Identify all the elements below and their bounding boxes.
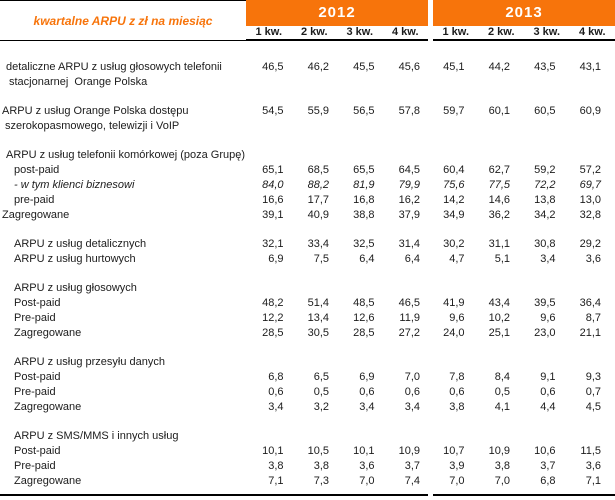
cell-value: 56,5 [353, 105, 375, 117]
cell-value: 14,2 [443, 194, 465, 206]
table-row [0, 326, 615, 341]
cell-value: 60,5 [534, 105, 556, 117]
cell-value: 48,2 [262, 297, 284, 309]
quarter-label: 2 kw. [301, 26, 328, 38]
table-row [0, 60, 615, 90]
quarter-label: 3 kw. [533, 26, 560, 38]
table-row [0, 400, 615, 415]
cell-value: 0,6 [449, 386, 465, 398]
cell-value: 41,9 [443, 297, 465, 309]
quarter-label: 2 kw. [488, 26, 515, 38]
cell-value: 10,6 [534, 445, 556, 457]
row-label: Zagregowane [14, 401, 82, 413]
cell-value: 3,7 [404, 460, 420, 472]
cell-value: 7,5 [313, 253, 329, 265]
cell-value: 57,2 [579, 164, 601, 176]
cell-value: 69,7 [579, 179, 601, 191]
cell-value: 13,0 [579, 194, 601, 206]
cell-value: 51,4 [307, 297, 329, 309]
cell-value: 0,6 [268, 386, 284, 398]
cell-value: 46,5 [398, 297, 420, 309]
cell-value: 0,5 [494, 386, 510, 398]
rule-segment [0, 494, 246, 496]
row-label: Zagregowane [14, 475, 82, 487]
cell-value: 3,4 [268, 401, 284, 413]
row-label: - w tym klienci biznesowi [14, 179, 135, 191]
row-label: Pre-paid [14, 312, 56, 324]
cell-value: 9,6 [540, 312, 556, 324]
cell-value: 12,2 [262, 312, 284, 324]
cell-value: 24,0 [443, 327, 465, 339]
cell-value: 30,2 [443, 238, 465, 250]
cell-value: 28,5 [262, 327, 284, 339]
year-group-2012 [246, 0, 428, 41]
cell-value: 34,9 [443, 209, 465, 221]
row-label: ARPU z usług głosowych [14, 282, 137, 294]
cell-value: 43,1 [579, 61, 601, 73]
table-body [0, 60, 615, 489]
cell-value: 36,2 [488, 209, 510, 221]
cell-value: 45,6 [398, 61, 420, 73]
year-label-2013: 2013 [433, 0, 615, 26]
cell-value: 29,2 [579, 238, 601, 250]
cell-value: 84,0 [262, 179, 284, 191]
quarter-header-row-2012 [246, 26, 428, 39]
table-row [0, 208, 615, 223]
cell-value: 32,5 [353, 238, 375, 250]
cell-value: 16,2 [398, 194, 420, 206]
cell-value: 7,1 [268, 475, 284, 487]
cell-value: 39,5 [534, 297, 556, 309]
cell-value: 7,0 [359, 475, 375, 487]
rule-segment [246, 494, 428, 496]
cell-value: 8,4 [494, 371, 510, 383]
cell-value: 68,5 [307, 164, 329, 176]
table-header [0, 0, 615, 41]
row-label: Post-paid [14, 297, 61, 309]
cell-value: 11,9 [399, 312, 420, 324]
cell-value: 59,7 [443, 105, 465, 117]
cell-value: 39,1 [262, 209, 284, 221]
quarter-header-row-2013 [433, 26, 615, 39]
cell-value: 5,1 [494, 253, 510, 265]
cell-value: 3,4 [404, 401, 420, 413]
row-label: Post-paid [14, 445, 61, 457]
cell-value: 7,0 [494, 475, 510, 487]
table-title: kwartalne ARPU z zł na miesiąc [0, 0, 246, 41]
table-row [0, 474, 615, 489]
cell-value: 7,3 [313, 475, 329, 487]
cell-value: 7,0 [449, 475, 465, 487]
cell-value: 4,4 [540, 401, 556, 413]
cell-value: 30,8 [534, 238, 556, 250]
row-label: Zagregowane [14, 327, 82, 339]
cell-value: 11,5 [580, 445, 601, 457]
row-label: ARPU z SMS/MMS i innych usług [14, 430, 179, 442]
cell-value: 4,1 [494, 401, 510, 413]
table-row [0, 252, 615, 267]
row-label: ARPU z usług telefonii komórkowej (poza Grupę) [6, 149, 246, 161]
cell-value: 45,1 [443, 61, 465, 73]
quarter-label: 4 kw. [392, 26, 419, 38]
cell-value: 46,5 [262, 61, 284, 73]
cell-value: 77,5 [488, 179, 510, 191]
cell-value: 3,7 [540, 460, 556, 472]
table-row [0, 237, 615, 252]
row-label: ARPU z usług hurtowych [14, 253, 136, 265]
cell-value: 17,7 [307, 194, 329, 206]
cell-value: 54,5 [262, 105, 284, 117]
cell-value: 6,4 [404, 253, 420, 265]
cell-value: 6,5 [313, 371, 329, 383]
cell-value: 43,5 [534, 61, 556, 73]
cell-value: 0,6 [540, 386, 556, 398]
cell-value: 9,1 [540, 371, 556, 383]
cell-value: 10,7 [443, 445, 465, 457]
cell-value: 59,2 [534, 164, 556, 176]
cell-value: 8,7 [585, 312, 601, 324]
row-label: detaliczne ARPU z usług głosowych telefonii stacjonarnej Orange Polska [6, 61, 222, 88]
table-row [0, 163, 615, 178]
cell-value: 21,1 [579, 327, 601, 339]
cell-value: 10,9 [488, 445, 510, 457]
cell-value: 16,6 [262, 194, 284, 206]
row-label: Zagregowane [2, 209, 70, 221]
row-label: ARPU z usług przesyłu danych [14, 356, 166, 368]
row-label: Post-paid [14, 371, 61, 383]
year-group-2013 [433, 0, 615, 41]
cell-value: 31,4 [398, 238, 420, 250]
cell-value: 60,1 [488, 105, 510, 117]
cell-value: 6,8 [540, 475, 556, 487]
cell-value: 72,2 [534, 179, 556, 191]
cell-value: 3,2 [313, 401, 329, 413]
cell-value: 65,5 [353, 164, 375, 176]
cell-value: 7,8 [449, 371, 465, 383]
cell-value: 64,5 [398, 164, 420, 176]
table-row [0, 193, 615, 208]
table-row [0, 296, 615, 311]
cell-value: 0,5 [313, 386, 329, 398]
quarter-label: 3 kw. [346, 26, 373, 38]
table-row [0, 281, 615, 296]
cell-value: 40,9 [307, 209, 329, 221]
quarter-label: 4 kw. [579, 26, 606, 38]
cell-value: 3,8 [268, 460, 284, 472]
cell-value: 12,6 [353, 312, 375, 324]
cell-value: 34,2 [534, 209, 556, 221]
cell-value: 30,5 [307, 327, 329, 339]
cell-value: 10,1 [353, 445, 375, 457]
cell-value: 4,5 [585, 401, 601, 413]
table-row [0, 311, 615, 326]
cell-value: 6,8 [268, 371, 284, 383]
cell-value: 9,3 [585, 371, 601, 383]
table-row [0, 370, 615, 385]
table-row [0, 385, 615, 400]
cell-value: 79,9 [398, 179, 420, 191]
cell-value: 55,9 [307, 105, 329, 117]
cell-value: 33,4 [307, 238, 329, 250]
cell-value: 28,5 [353, 327, 375, 339]
cell-value: 0,7 [585, 386, 601, 398]
cell-value: 7,4 [404, 475, 420, 487]
cell-value: 9,6 [449, 312, 465, 324]
cell-value: 16,8 [353, 194, 375, 206]
row-label: Pre-paid [14, 460, 56, 472]
cell-value: 32,1 [262, 238, 284, 250]
cell-value: 3,4 [359, 401, 375, 413]
cell-value: 45,5 [353, 61, 375, 73]
rule-segment [433, 494, 615, 496]
cell-value: 13,4 [307, 312, 329, 324]
cell-value: 23,0 [534, 327, 556, 339]
row-label: ARPU z usług detalicznych [14, 238, 147, 250]
cell-value: 10,2 [488, 312, 510, 324]
cell-value: 60,9 [579, 105, 601, 117]
cell-value: 43,4 [488, 297, 510, 309]
cell-value: 0,6 [404, 386, 420, 398]
cell-value: 6,4 [359, 253, 375, 265]
cell-value: 57,8 [398, 105, 420, 117]
cell-value: 7,0 [404, 371, 420, 383]
cell-value: 0,6 [359, 386, 375, 398]
cell-value: 3,8 [494, 460, 510, 472]
cell-value: 10,1 [262, 445, 284, 457]
cell-value: 36,4 [579, 297, 601, 309]
cell-value: 88,2 [307, 179, 329, 191]
cell-value: 3,4 [540, 253, 556, 265]
year-label-2012: 2012 [246, 0, 428, 26]
cell-value: 7,1 [585, 475, 601, 487]
cell-value: 6,9 [359, 371, 375, 383]
table-row [0, 444, 615, 459]
cell-value: 65,1 [262, 164, 284, 176]
cell-value: 3,8 [313, 460, 329, 472]
cell-value: 10,9 [398, 445, 420, 457]
cell-value: 14,6 [488, 194, 510, 206]
cell-value: 31,1 [488, 238, 510, 250]
table-row [0, 429, 615, 444]
cell-value: 44,2 [488, 61, 510, 73]
quarter-label: 1 kw. [442, 26, 469, 38]
cell-value: 4,7 [449, 253, 465, 265]
quarter-label: 1 kw. [255, 26, 282, 38]
cell-value: 3,6 [585, 460, 601, 472]
cell-value: 75,6 [443, 179, 465, 191]
cell-value: 27,2 [398, 327, 420, 339]
cell-value: 6,9 [268, 253, 284, 265]
cell-value: 81,9 [353, 179, 375, 191]
cell-value: 37,9 [398, 209, 420, 221]
table-bottom-rule [0, 494, 615, 496]
cell-value: 48,5 [353, 297, 375, 309]
cell-value: 13,8 [534, 194, 556, 206]
cell-value: 3,6 [585, 253, 601, 265]
table-row [0, 148, 615, 163]
table-row [0, 459, 615, 474]
row-label: ARPU z usług Orange Polska dostępu szerokopasmowego, telewizji i VoIP [2, 105, 189, 132]
cell-value: 62,7 [488, 164, 510, 176]
cell-value: 3,9 [449, 460, 465, 472]
row-label: Pre-paid [14, 386, 56, 398]
table-row [0, 178, 615, 193]
cell-value: 3,6 [359, 460, 375, 472]
row-label: post-paid [14, 164, 60, 176]
cell-value: 46,2 [307, 61, 329, 73]
table-row [0, 104, 615, 134]
cell-value: 60,4 [443, 164, 465, 176]
cell-value: 3,8 [449, 401, 465, 413]
row-label: pre-paid [14, 194, 55, 206]
cell-value: 38,8 [353, 209, 375, 221]
cell-value: 10,5 [307, 445, 329, 457]
cell-value: 32,8 [579, 209, 601, 221]
table-row [0, 355, 615, 370]
cell-value: 25,1 [488, 327, 510, 339]
